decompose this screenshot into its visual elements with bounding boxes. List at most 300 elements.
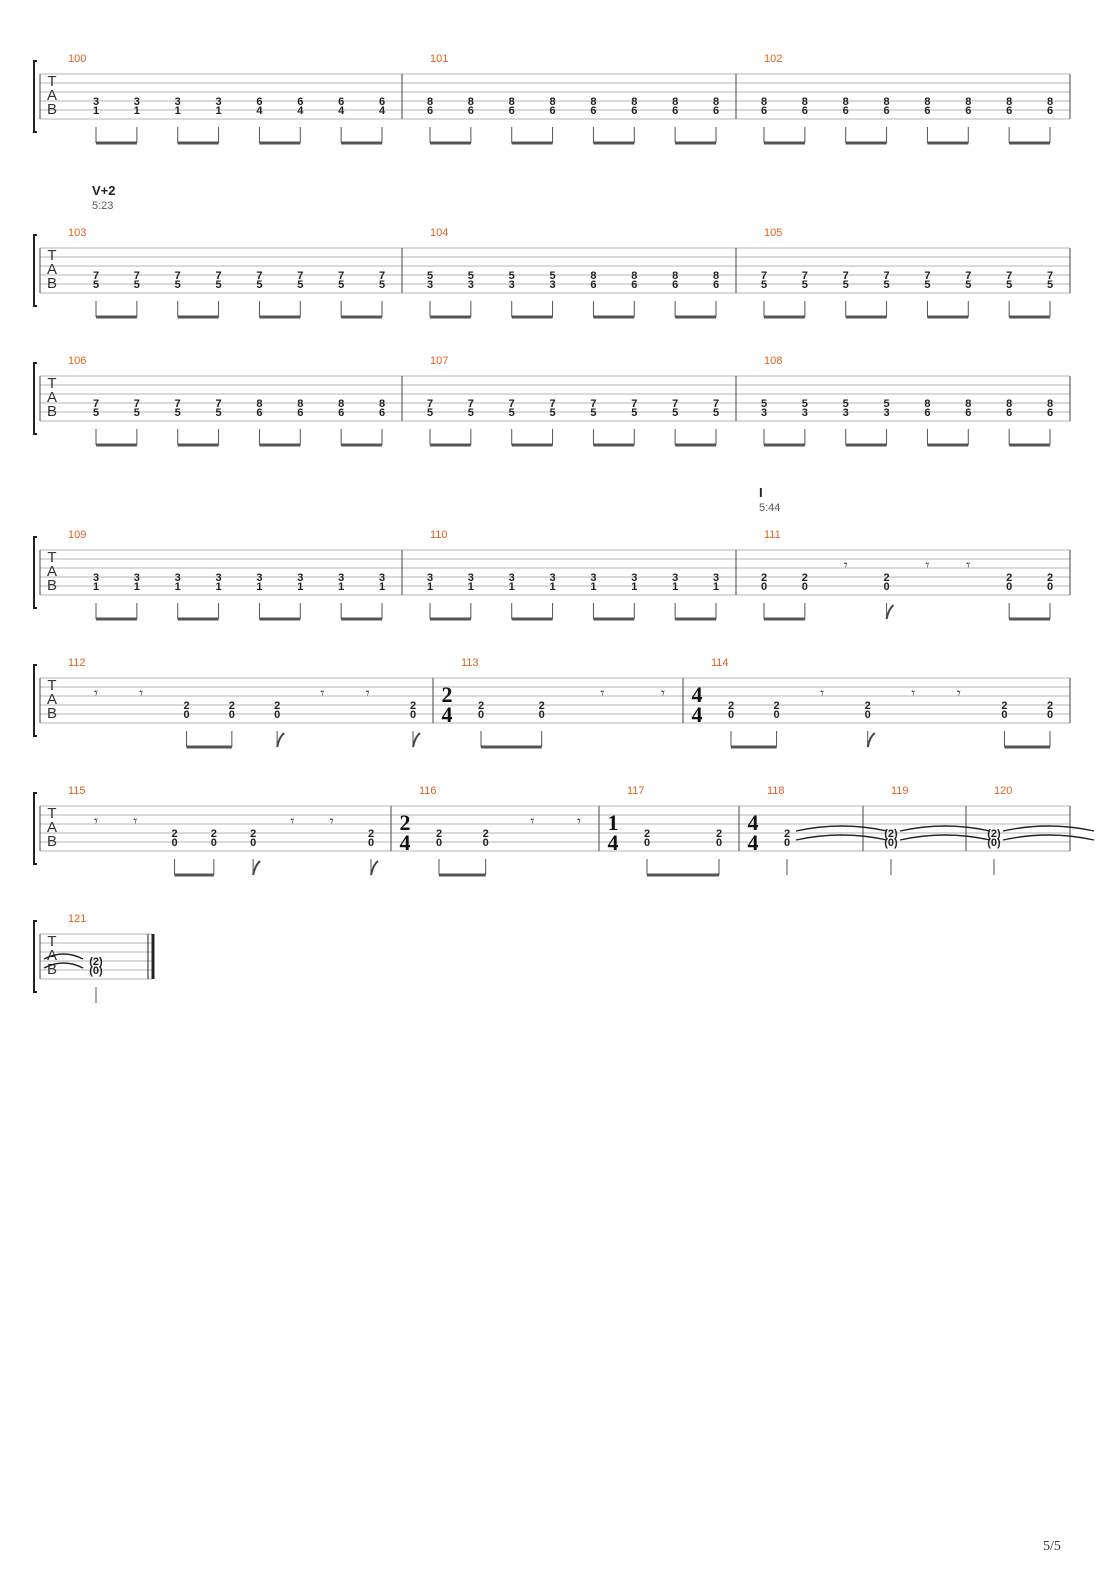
fret-number: 6: [338, 96, 345, 108]
eighth-rest: 𝄾: [600, 684, 605, 702]
fret-number: 5: [92, 279, 100, 291]
eighth-rest: 𝄾: [843, 556, 848, 574]
fret-number: 7: [631, 398, 638, 410]
fret-number: 3: [92, 572, 100, 584]
fret-number: 5: [760, 398, 768, 410]
fret-number: 8: [1006, 96, 1013, 108]
fret-number: 2: [715, 828, 723, 840]
tab-clef-letter: B: [46, 275, 58, 292]
fret-number: 8: [256, 398, 263, 410]
fret-number: 2: [643, 828, 651, 840]
fret-number: 1: [672, 581, 679, 593]
fret-number: 5: [215, 279, 222, 291]
system-bracket: [34, 363, 37, 434]
fret-number: 2: [760, 572, 768, 584]
fret-number: 8: [672, 270, 679, 282]
tie-arc: [796, 826, 887, 831]
fret-number: 6: [965, 407, 972, 419]
fret-number: 5: [801, 398, 808, 410]
fret-number: 6: [378, 407, 386, 419]
fret-number: 8: [1046, 398, 1054, 410]
time-signature-bottom: 4: [747, 830, 759, 855]
fret-number: 7: [215, 398, 222, 410]
fret-number: (0): [987, 837, 1001, 849]
section-time: 5:44: [759, 502, 781, 514]
fret-number: 8: [426, 96, 434, 108]
eighth-rest: 𝄾: [820, 684, 825, 702]
fret-number: 6: [712, 279, 720, 291]
fret-number: 6: [378, 96, 386, 108]
fret-number: 2: [477, 700, 485, 712]
fret-number: 2: [274, 700, 281, 712]
fret-number: 0: [228, 709, 235, 721]
fret-number: 0: [883, 581, 890, 593]
tab-clef-letter: A: [46, 389, 58, 406]
fret-number: 0: [727, 709, 735, 721]
fret-number: 1: [508, 581, 515, 593]
fret-number: 5: [883, 398, 890, 410]
tab-clef-letter: T: [47, 805, 57, 822]
fret-number: 1: [631, 581, 638, 593]
fret-number: 0: [435, 837, 443, 849]
fret-number: 6: [672, 279, 679, 291]
system-bracket: [34, 235, 37, 306]
fret-number: 3: [672, 572, 679, 584]
fret-number: 4: [297, 105, 304, 117]
fret-number: 8: [801, 96, 808, 108]
note-flag: [277, 733, 284, 747]
fret-number: 3: [467, 572, 474, 584]
fret-number: 5: [174, 279, 181, 291]
fret-number: 5: [338, 279, 345, 291]
measure-number: 114: [711, 657, 729, 669]
fret-number: 0: [715, 837, 723, 849]
fret-number: 7: [133, 398, 140, 410]
fret-number: 6: [842, 105, 849, 117]
eighth-rest: 𝄾: [133, 812, 138, 830]
fret-number: 6: [297, 407, 304, 419]
fret-number: 5: [467, 270, 474, 282]
time-signature-top: 4: [691, 682, 703, 707]
fret-number: 5: [133, 279, 140, 291]
tab-clef-letter: T: [47, 73, 57, 90]
fret-number: 3: [631, 572, 638, 584]
eighth-rest: 𝄾: [94, 812, 98, 830]
measure-number: 118: [767, 785, 785, 797]
fret-number: 8: [338, 398, 345, 410]
fret-number: 5: [965, 279, 972, 291]
fret-number: 5: [508, 407, 515, 419]
fret-number: 6: [672, 105, 679, 117]
time-signature-top: 1: [607, 810, 619, 835]
fret-number: 6: [297, 96, 304, 108]
tab-clef-letter: T: [47, 677, 57, 694]
measure-number: 119: [891, 785, 909, 797]
fret-number: 0: [1046, 709, 1054, 721]
fret-number: 4: [338, 105, 345, 117]
eighth-rest: 𝄾: [290, 812, 295, 830]
note-flag: [371, 861, 378, 875]
fret-number: 6: [924, 105, 931, 117]
fret-number: 7: [174, 398, 181, 410]
system-bracket: [34, 665, 37, 736]
fret-number: 2: [228, 700, 235, 712]
section-time: 5:23: [92, 200, 114, 212]
measure-number: 121: [68, 913, 87, 925]
fret-number: 2: [883, 572, 890, 584]
eighth-rest: 𝄾: [329, 812, 334, 830]
fret-number: 8: [842, 96, 849, 108]
fret-number: 5: [426, 407, 434, 419]
fret-number: 1: [92, 105, 100, 117]
fret-number: 6: [883, 105, 890, 117]
fret-number: (0): [89, 965, 103, 977]
fret-number: 1: [256, 581, 263, 593]
fret-number: 3: [426, 279, 434, 291]
fret-number: 7: [508, 398, 515, 410]
fret-number: 0: [183, 709, 190, 721]
fret-number: 5: [1046, 279, 1054, 291]
fret-number: 1: [174, 581, 181, 593]
fret-number: 6: [549, 105, 556, 117]
fret-number: 3: [215, 96, 222, 108]
fret-number: 0: [1001, 709, 1008, 721]
eighth-rest: 𝄾: [911, 684, 916, 702]
eighth-rest: 𝄾: [139, 684, 144, 702]
fret-number: 7: [1046, 270, 1054, 282]
eighth-rest: 𝄾: [530, 812, 535, 830]
fret-number: (2): [987, 828, 1001, 840]
fret-number: 0: [367, 837, 375, 849]
fret-number: 2: [727, 700, 735, 712]
measure-number: 111: [764, 529, 781, 541]
fret-number: 8: [297, 398, 304, 410]
section-label: V+2: [92, 183, 116, 198]
fret-number: 0: [1006, 581, 1013, 593]
fret-number: 0: [482, 837, 489, 849]
fret-number: 1: [378, 581, 386, 593]
fret-number: 5: [549, 270, 556, 282]
fret-number: 1: [712, 581, 720, 593]
fret-number: 3: [174, 96, 181, 108]
fret-number: 6: [760, 105, 768, 117]
fret-number: 7: [712, 398, 720, 410]
fret-number: 0: [538, 709, 545, 721]
measure-number: 104: [430, 227, 449, 239]
fret-number: 2: [183, 700, 190, 712]
fret-number: 6: [508, 105, 515, 117]
tab-clef-letter: T: [47, 933, 57, 950]
fret-number: 8: [760, 96, 768, 108]
fret-number: 6: [590, 105, 597, 117]
fret-number: 8: [590, 270, 597, 282]
fret-number: 3: [338, 572, 345, 584]
fret-number: 1: [590, 581, 597, 593]
fret-number: 7: [338, 270, 345, 282]
fret-number: 3: [760, 407, 768, 419]
fret-number: 7: [297, 270, 304, 282]
fret-number: 6: [590, 279, 597, 291]
fret-number: 1: [174, 105, 181, 117]
fret-number: 5: [672, 407, 679, 419]
tab-clef-letter: A: [46, 87, 58, 104]
fret-number: 8: [712, 96, 720, 108]
fret-number: 5: [549, 407, 556, 419]
fret-number: 5: [297, 279, 304, 291]
fret-number: 2: [538, 700, 545, 712]
fret-number: 7: [760, 270, 768, 282]
measure-number: 106: [68, 355, 87, 367]
time-signature-bottom: 4: [607, 830, 619, 855]
fret-number: 7: [92, 398, 100, 410]
fret-number: 5: [215, 407, 222, 419]
fret-number: 0: [773, 709, 780, 721]
fret-number: 2: [482, 828, 489, 840]
tab-clef-letter: A: [46, 947, 58, 964]
fret-number: 2: [773, 700, 780, 712]
fret-number: 2: [210, 828, 217, 840]
fret-number: 0: [643, 837, 651, 849]
fret-number: 2: [409, 700, 417, 712]
tab-clef-letter: A: [46, 691, 58, 708]
fret-number: 5: [1006, 279, 1013, 291]
fret-number: 5: [378, 279, 386, 291]
fret-number: 5: [842, 398, 849, 410]
fret-number: 5: [174, 407, 181, 419]
fret-number: 6: [338, 407, 345, 419]
tab-clef-letter: B: [46, 833, 58, 850]
eighth-rest: 𝄾: [925, 556, 930, 574]
tab-clef-letter: B: [46, 101, 58, 118]
fret-number: 0: [250, 837, 257, 849]
fret-number: 2: [1006, 572, 1013, 584]
fret-number: 7: [883, 270, 890, 282]
fret-number: 8: [590, 96, 597, 108]
fret-number: 2: [783, 828, 791, 840]
fret-number: 1: [297, 581, 304, 593]
tab-clef-letter: A: [46, 261, 58, 278]
fret-number: 7: [672, 398, 679, 410]
tab-clef-letter: A: [46, 819, 58, 836]
fret-number: 3: [842, 407, 849, 419]
fret-number: 5: [590, 407, 597, 419]
fret-number: 7: [801, 270, 808, 282]
fret-number: 3: [174, 572, 181, 584]
fret-number: 1: [549, 581, 556, 593]
fret-number: 1: [426, 581, 434, 593]
fret-number: 8: [1046, 96, 1054, 108]
fret-number: 7: [215, 270, 222, 282]
time-signature-bottom: 4: [441, 702, 453, 727]
fret-number: 0: [801, 581, 808, 593]
measure-number: 109: [68, 529, 87, 541]
measure-number: 112: [68, 657, 86, 669]
fret-number: 6: [1046, 105, 1054, 117]
fret-number: 5: [883, 279, 890, 291]
tab-clef-letter: T: [47, 247, 57, 264]
fret-number: 1: [338, 581, 345, 593]
tab-clef-letter: B: [46, 705, 58, 722]
fret-number: 5: [133, 407, 140, 419]
fret-number: 7: [1006, 270, 1013, 282]
fret-number: 6: [1006, 105, 1013, 117]
fret-number: 6: [712, 105, 720, 117]
fret-number: 3: [467, 279, 474, 291]
system-bracket: [34, 61, 37, 132]
fret-number: 3: [133, 96, 140, 108]
fret-number: 8: [965, 96, 972, 108]
tie-arc: [1003, 826, 1094, 831]
fret-number: 5: [631, 407, 638, 419]
fret-number: 0: [274, 709, 281, 721]
fret-number: 7: [842, 270, 849, 282]
fret-number: 5: [256, 279, 263, 291]
time-signature-top: 4: [747, 810, 759, 835]
fret-number: 3: [378, 572, 386, 584]
fret-number: 4: [256, 105, 263, 117]
measure-number: 116: [419, 785, 437, 797]
fret-number: 6: [256, 96, 263, 108]
fret-number: 7: [590, 398, 597, 410]
fret-number: 6: [631, 105, 638, 117]
fret-number: 6: [801, 105, 808, 117]
fret-number: 3: [256, 572, 263, 584]
fret-number: 1: [133, 581, 140, 593]
fret-number: 2: [801, 572, 808, 584]
fret-number: 0: [760, 581, 768, 593]
tab-clef-letter: B: [46, 577, 58, 594]
tie-arc: [796, 835, 887, 840]
fret-number: (0): [884, 837, 898, 849]
fret-number: 8: [965, 398, 972, 410]
measure-number: 100: [68, 53, 87, 65]
eighth-rest: 𝄾: [956, 684, 961, 702]
fret-number: 3: [133, 572, 140, 584]
tab-clef-letter: B: [46, 961, 58, 978]
section-label: I: [759, 485, 763, 500]
note-flag: [868, 733, 875, 747]
fret-number: 7: [924, 270, 931, 282]
eighth-rest: 𝄾: [661, 684, 665, 702]
fret-number: 6: [631, 279, 638, 291]
fret-number: 1: [92, 581, 100, 593]
measure-number: 117: [627, 785, 645, 797]
page-number: 5/5: [1043, 1539, 1061, 1554]
measure-number: 108: [764, 355, 783, 367]
fret-number: 7: [965, 270, 972, 282]
fret-number: 8: [883, 96, 890, 108]
eighth-rest: 𝄾: [966, 556, 971, 574]
fret-number: (2): [89, 956, 103, 968]
fret-number: 8: [549, 96, 556, 108]
fret-number: 5: [92, 407, 100, 419]
measure-number: 105: [764, 227, 783, 239]
tab-clef-letter: A: [46, 563, 58, 580]
tie-arc: [900, 835, 990, 840]
note-flag: [253, 861, 260, 875]
fret-number: 1: [467, 581, 474, 593]
fret-number: 5: [842, 279, 849, 291]
tie-arc: [1003, 835, 1094, 840]
fret-number: 6: [924, 407, 931, 419]
fret-number: 7: [467, 398, 474, 410]
tab-clef-letter: T: [47, 375, 57, 392]
fret-number: 2: [864, 700, 871, 712]
fret-number: 3: [508, 279, 515, 291]
measure-number: 110: [430, 529, 448, 541]
fret-number: 8: [924, 96, 931, 108]
fret-number: 1: [133, 105, 140, 117]
time-signature-top: 2: [441, 682, 453, 707]
fret-number: 5: [508, 270, 515, 282]
fret-number: 8: [467, 96, 474, 108]
fret-number: 3: [92, 96, 100, 108]
fret-number: 2: [367, 828, 375, 840]
fret-number: 6: [1006, 407, 1013, 419]
fret-number: 2: [250, 828, 257, 840]
fret-number: 3: [801, 407, 808, 419]
fret-number: 0: [864, 709, 871, 721]
tab-clef-letter: T: [47, 549, 57, 566]
measure-number: 101: [430, 53, 449, 65]
fret-number: 3: [297, 572, 304, 584]
fret-number: 3: [549, 279, 556, 291]
time-signature-bottom: 4: [399, 830, 411, 855]
fret-number: 7: [174, 270, 181, 282]
fret-number: (2): [884, 828, 898, 840]
fret-number: 5: [467, 407, 474, 419]
tie-arc: [900, 826, 990, 831]
fret-number: 2: [171, 828, 178, 840]
fret-number: 7: [133, 270, 140, 282]
fret-number: 8: [631, 96, 638, 108]
fret-number: 6: [965, 105, 972, 117]
time-signature-top: 2: [399, 810, 411, 835]
fret-number: 0: [1046, 581, 1054, 593]
eighth-rest: 𝄾: [365, 684, 370, 702]
fret-number: 6: [467, 105, 474, 117]
fret-number: 6: [256, 407, 263, 419]
note-flag: [887, 605, 894, 619]
fret-number: 7: [256, 270, 263, 282]
fret-number: 8: [672, 96, 679, 108]
tab-clef-letter: B: [46, 403, 58, 420]
fret-number: 3: [712, 572, 720, 584]
fret-number: 2: [435, 828, 443, 840]
fret-number: 3: [590, 572, 597, 584]
fret-number: 8: [1006, 398, 1013, 410]
time-signature-bottom: 4: [691, 702, 703, 727]
fret-number: 0: [171, 837, 178, 849]
measure-number: 103: [68, 227, 87, 239]
fret-number: 8: [631, 270, 638, 282]
fret-number: 5: [760, 279, 768, 291]
fret-number: 7: [426, 398, 434, 410]
fret-number: 7: [549, 398, 556, 410]
fret-number: 2: [1046, 700, 1054, 712]
fret-number: 0: [210, 837, 217, 849]
fret-number: 3: [883, 407, 890, 419]
fret-number: 6: [426, 105, 434, 117]
fret-number: 0: [409, 709, 417, 721]
fret-number: 0: [783, 837, 791, 849]
fret-number: 1: [215, 581, 222, 593]
measure-number: 102: [764, 53, 783, 65]
fret-number: 6: [1046, 407, 1054, 419]
fret-number: 5: [426, 270, 434, 282]
measure-number: 120: [994, 785, 1013, 797]
fret-number: 3: [426, 572, 434, 584]
